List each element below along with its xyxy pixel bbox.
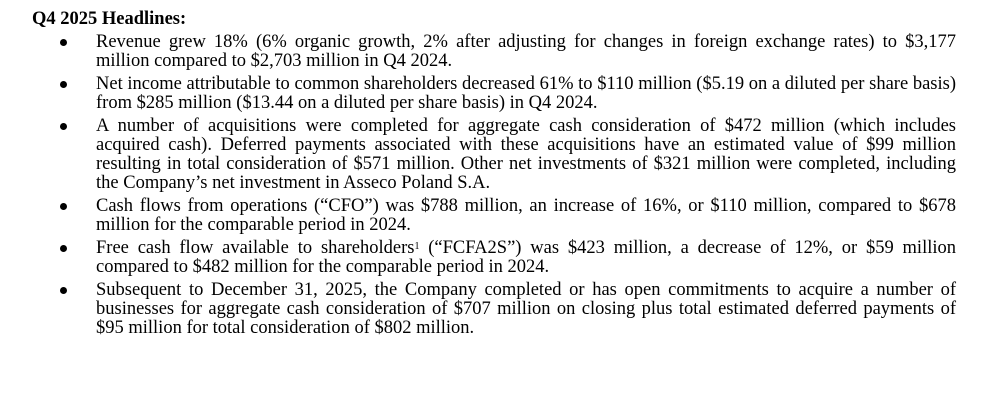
bullet-icon <box>60 39 67 46</box>
headlines-list <box>28 33 984 339</box>
bullet-icon <box>60 245 67 252</box>
bullet-text: Cash flows from operations (“CFO”) was $788 million, an increase of 16%, or $110 million, compared to $678 million for the comparable period in 2024. <box>96 196 956 236</box>
bullet-item-acquisitions <box>28 117 956 194</box>
bullet-item-free-cash-flow <box>28 239 956 277</box>
bullet-text: A number of acquisitions were completed for aggregate cash consideration of $472 million (which includes acquired cash). Deferred payments associated with these acquisitions have an estimated value of $99 million resulting in total consideration of $571 million. Other net investments of $321 million were completed, including the Company’s net investment in Asseco Poland S.A. <box>96 115 956 194</box>
bullet-text-after: (“FCFA2S”) was $423 million, a decrease of 12%, or $59 million compared to $482 million for the comparable period in 2024. <box>96 238 956 278</box>
bullet-item-cash-flows <box>28 197 956 235</box>
bullet-text-before: Free cash flow available to shareholders <box>96 238 415 259</box>
bullet-text: Net income attributable to common shareholders decreased 61% to $110 million ($5.19 on a diluted per share basis) from $285 million ($13.44 on a diluted per share basis) in Q4 2024. <box>96 73 956 114</box>
bullet-icon <box>60 287 67 294</box>
bullet-item-revenue <box>28 33 956 71</box>
bullet-item-net-income <box>28 75 956 113</box>
bullet-icon <box>60 203 67 210</box>
footnote-marker: 1 <box>414 241 420 253</box>
bullet-text: Subsequent to December 31, 2025, the Company completed or has open commitments to acquire a number of businesses for aggregate cash consideration of $707 million on closing plus total estimated deferred payments of $95 million for total consideration of $802 million. <box>96 279 956 339</box>
bullet-text: Revenue grew 18% (6% organic growth, 2% after adjusting for changes in foreign exchange rates) to $3,177 million compared to $2,703 million in Q4 2024. <box>96 32 956 72</box>
section-heading: Q4 2025 Headlines: <box>32 9 187 29</box>
bullet-icon <box>60 123 67 130</box>
bullet-icon <box>60 81 67 88</box>
bullet-item-subsequent-events <box>28 281 956 339</box>
